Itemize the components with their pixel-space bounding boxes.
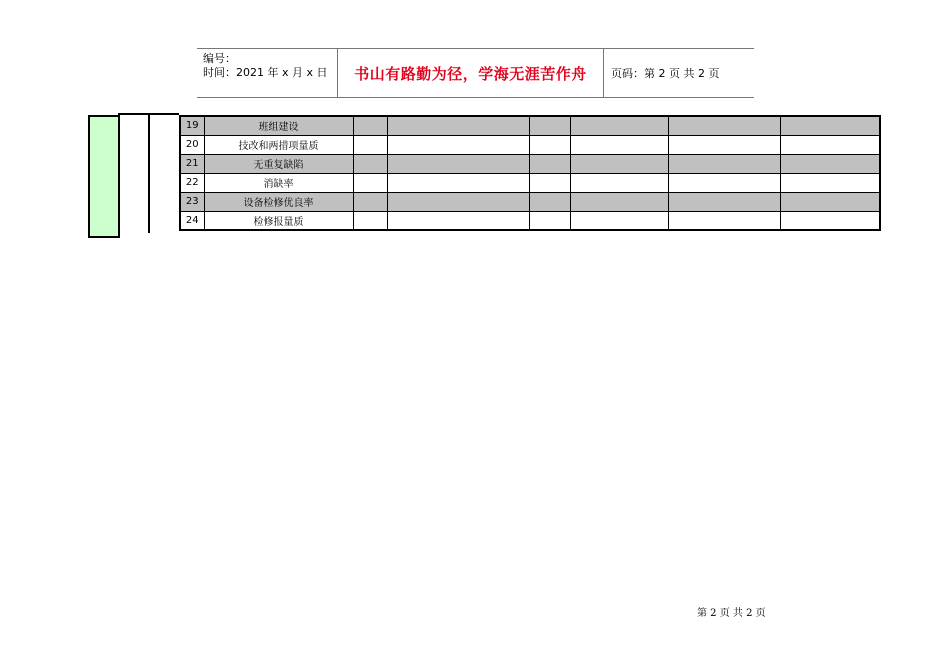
green-category-cell	[88, 115, 120, 238]
row-cell	[529, 116, 570, 135]
row-cell	[353, 173, 387, 192]
page-header	[197, 48, 754, 98]
row-cell	[387, 135, 529, 154]
row-cell	[668, 135, 780, 154]
row-cell	[780, 211, 880, 230]
row-item: 无重复缺陷	[204, 154, 353, 173]
row-cell	[387, 211, 529, 230]
table-row	[180, 135, 880, 154]
row-number: 21	[180, 154, 204, 173]
header-meta	[197, 49, 338, 97]
row-number: 20	[180, 135, 204, 154]
row-cell	[353, 116, 387, 135]
row-cell	[780, 173, 880, 192]
row-item: 设备检修优良率	[204, 192, 353, 211]
row-cell	[570, 211, 668, 230]
row-cell	[780, 116, 880, 135]
table-row	[180, 192, 880, 211]
row-cell	[668, 211, 780, 230]
row-cell	[529, 154, 570, 173]
row-cell	[780, 135, 880, 154]
row-number: 19	[180, 116, 204, 135]
row-cell	[353, 192, 387, 211]
row-item: 消缺率	[204, 173, 353, 192]
time-label: 时间：2021 年 x 月 x 日	[203, 66, 328, 79]
row-cell	[529, 192, 570, 211]
row-cell	[668, 154, 780, 173]
header-page-label: 页码：第 2 页 共 2 页	[611, 67, 720, 80]
table-row	[180, 211, 880, 230]
row-cell	[529, 135, 570, 154]
evaluation-table	[179, 115, 881, 231]
row-cell	[353, 211, 387, 230]
row-cell	[529, 211, 570, 230]
row-cell	[668, 192, 780, 211]
row-cell	[570, 116, 668, 135]
row-cell	[570, 173, 668, 192]
blank-category-cells	[118, 113, 179, 235]
row-item: 技改和两措项量质	[204, 135, 353, 154]
table-row	[180, 116, 880, 135]
row-cell	[353, 154, 387, 173]
row-cell	[570, 135, 668, 154]
row-cell	[780, 154, 880, 173]
row-cell	[780, 192, 880, 211]
table-row	[180, 154, 880, 173]
row-cell	[353, 135, 387, 154]
row-cell	[387, 192, 529, 211]
code-label: 编号：	[203, 52, 236, 65]
row-cell	[570, 154, 668, 173]
row-number: 22	[180, 173, 204, 192]
column-divider	[148, 115, 150, 233]
row-cell	[668, 173, 780, 192]
table-row	[180, 173, 880, 192]
row-cell	[387, 116, 529, 135]
row-number: 24	[180, 211, 204, 230]
row-item: 检修报量质	[204, 211, 353, 230]
row-cell	[387, 154, 529, 173]
row-cell	[387, 173, 529, 192]
row-cell	[570, 192, 668, 211]
header-motto: 书山有路勤为径，学海无涯苦作舟	[338, 49, 604, 97]
row-number: 23	[180, 192, 204, 211]
page-footer: 第 2 页 共 2 页	[697, 608, 766, 619]
row-cell	[529, 173, 570, 192]
row-item: 班组建设	[204, 116, 353, 135]
row-cell	[668, 116, 780, 135]
